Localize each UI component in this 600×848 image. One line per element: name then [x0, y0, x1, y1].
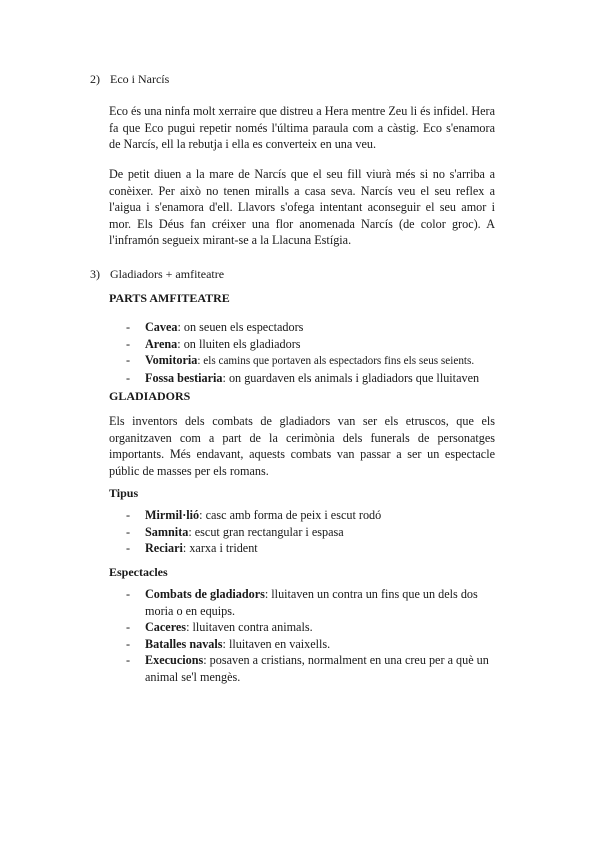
- shows-list: [109, 586, 499, 686]
- item-desc: : casc amb forma de peix i escut rodó: [199, 508, 382, 522]
- shows-heading: Espectacles: [109, 565, 168, 579]
- item-desc: : xarxa i trident: [182, 541, 258, 556]
- item-term: Fossa bestiaria: [145, 370, 223, 385]
- list-item: - Combats de gladiadors: lluitaven un contra un fins que un dels dos moria o en equips.: [126, 587, 478, 618]
- section-3-number: 3): [90, 267, 100, 281]
- section-2-number: 2): [90, 72, 100, 86]
- item-term: Caceres: [145, 620, 187, 635]
- item-desc: : lluitaven un contra un fins que un dels dos moria o en equips.: [145, 587, 478, 618]
- parts-heading: PARTS AMFITEATRE: [109, 291, 230, 305]
- list-item: - Cavea: on seuen els espectadors: [126, 320, 304, 334]
- item-term: Execucions: [145, 653, 204, 668]
- item-term: Combats de gladiadors: [145, 587, 265, 601]
- item-term: Cavea: [145, 320, 178, 334]
- list-item: - Vomitoria: els camins que portaven als espectadors fins els seus seients.: [126, 353, 475, 368]
- gladiators-heading: GLADIADORS: [109, 389, 191, 403]
- item-term: Mirmil·lió: [145, 508, 200, 522]
- item-desc: : posaven a cristians, normalment en una creu per a què un animal se'l mengès.: [145, 653, 489, 684]
- list-item: - Reciari: xarxa i trident: [126, 541, 258, 556]
- item-desc: : on seuen els espectadors: [177, 320, 304, 334]
- section-2-paragraph-2: De petit diuen a la mare de Narcís que el seu fill viurà més si no s'arriba a conèixer. Per això no tenen miralls a casa seva. Narcís veu el seu reflex a l'aigua i s'enamora d'ell. Llavors s'ofega intentant aconseguir el seu amor i mor. Els Déus fan créixer una flor anomenada Narcís (de color groc). A l'inframón segueix mirant-se a la Llacuna Estígia.: [109, 167, 495, 247]
- list-item: - Samnita: escut gran rectangular i espasa: [126, 524, 344, 539]
- item-term: Arena: [145, 336, 178, 351]
- item-desc: : on guardaven els animals i gladiadors que lluitaven: [222, 370, 480, 385]
- section-2-title: Eco i Narcís: [110, 72, 170, 86]
- item-desc: : lluitaven contra animals.: [186, 620, 313, 635]
- item-term: Samnita: [145, 524, 189, 539]
- section-2-paragraph-1: Eco és una ninfa molt xerraire que distreu a Hera mentre Zeu li és infidel. Hera fa que Eco pugui repetir només l'última paraula com a càstig. Eco s'enamora de Narcís, ell la rebutja i ella es converteix en una veu.: [109, 104, 495, 151]
- list-item: - Arena: on lluiten els gladiadors: [126, 336, 301, 351]
- item-term: Batalles navals: [145, 636, 223, 651]
- list-item: - Caceres: lluitaven contra animals.: [126, 620, 313, 635]
- item-desc: : els camins que portaven als espectadors fins els seus seients.: [197, 355, 475, 368]
- list-item: - Batalles navals: lluitaven en vaixells.: [126, 636, 331, 651]
- types-list: [109, 507, 499, 557]
- list-item: - Fossa bestiaria: on guardaven els animals i gladiadors que lluitaven: [126, 370, 480, 385]
- list-item: - Mirmil·lió: casc amb forma de peix i escut rodó: [126, 508, 382, 522]
- section-3-title: Gladiadors + amfiteatre: [110, 267, 225, 281]
- item-desc: : escut gran rectangular i espasa: [188, 524, 344, 539]
- item-desc: : lluitaven en vaixells.: [222, 636, 331, 651]
- list-item: - Execucions: posaven a cristians, normalment en una creu per a què un animal se'l mengès.: [126, 653, 489, 684]
- item-term: Reciari: [145, 541, 183, 556]
- item-term: Vomitoria: [145, 353, 198, 368]
- parts-list: [109, 319, 499, 386]
- gladiators-paragraph: Els inventors dels combats de gladiadors van ser els etruscos, que els organitzaven com a part de la cerimònia dels funerals de personatges importants. Més endavant, aquests combats van passar a ser un espectacle públic de masses per els romans.: [109, 414, 495, 478]
- types-heading: Tipus: [109, 486, 139, 500]
- item-desc: : on lluiten els gladiadors: [177, 336, 301, 351]
